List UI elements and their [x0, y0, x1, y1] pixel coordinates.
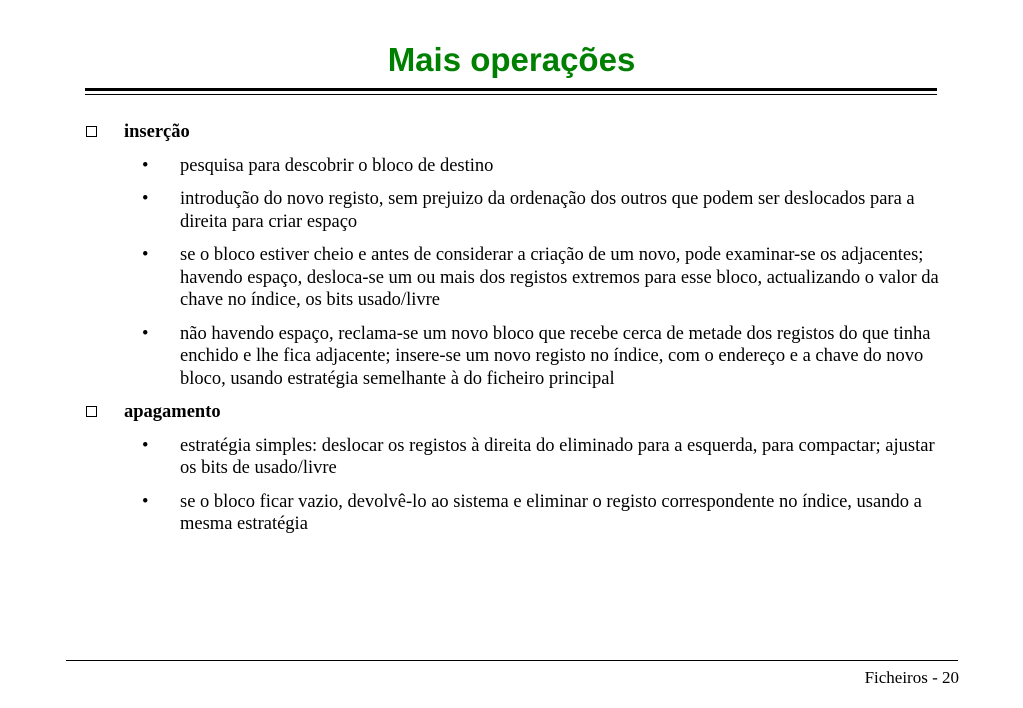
list-item-text: se o bloco estiver cheio e antes de considerar a criação de um novo, pode examinar-se os adjacentes; havendo espaço, desloca-se um ou mais dos registos extremos para esse bloco, actualizando o valor da chave no índice, os bits usado/livre	[180, 245, 939, 310]
section-heading-label: inserção	[124, 122, 190, 142]
list-item	[86, 155, 940, 178]
list-item-text: se o bloco ficar vazio, devolvê-lo ao sistema e eliminar o registo correspondente no índice, usando a mesma estratégia	[180, 491, 922, 534]
bullet-dot-icon: •	[142, 491, 149, 512]
list-item	[86, 323, 940, 391]
bullet-dot-icon: •	[142, 323, 149, 344]
title-rule-thick	[85, 88, 937, 91]
hollow-square-bullet-icon	[86, 126, 97, 137]
list-item-text: estratégia simples: deslocar os registos à direita do eliminado para a esquerda, para compactar; ajustar os bits de usado/livre	[180, 435, 935, 478]
bullet-dot-icon: •	[142, 245, 149, 265]
list-item	[86, 491, 940, 536]
list-item	[86, 188, 940, 233]
list-item	[86, 244, 940, 312]
bullet-dot-icon: •	[142, 189, 149, 209]
bullet-list-insercao	[86, 155, 946, 391]
bullet-dot-icon: •	[142, 435, 149, 456]
footer-rule	[66, 660, 958, 661]
slide-title: Mais operações	[387, 41, 636, 78]
section-heading-label: apagamento	[124, 402, 221, 422]
list-item-text: não havendo espaço, reclama-se um novo bloco que recebe cerca de metade dos registos do que tinha enchido e lhe fica adjacente; insere-se um novo registo no índice, com o endereço e a chave do novo bloco, usando estratégia semelhante à do ficheiro principal	[180, 323, 931, 389]
slide-footer: Ficheiros - 20	[864, 668, 959, 687]
list-item-text: introdução do novo registo, sem prejuizo da ordenação dos outros que podem ser deslocados para a direita para criar espaço	[180, 189, 915, 232]
section-heading-apagamento	[86, 401, 946, 424]
list-item-text: pesquisa para descobrir o bloco de destino	[180, 155, 494, 176]
list-item	[86, 435, 940, 480]
bullet-dot-icon: •	[142, 155, 149, 176]
hollow-square-bullet-icon	[86, 406, 97, 417]
bullet-list-apagamento	[86, 435, 946, 536]
title-rule-thin	[85, 94, 937, 95]
slide-content	[86, 121, 946, 547]
section-heading-insercao	[86, 121, 946, 144]
